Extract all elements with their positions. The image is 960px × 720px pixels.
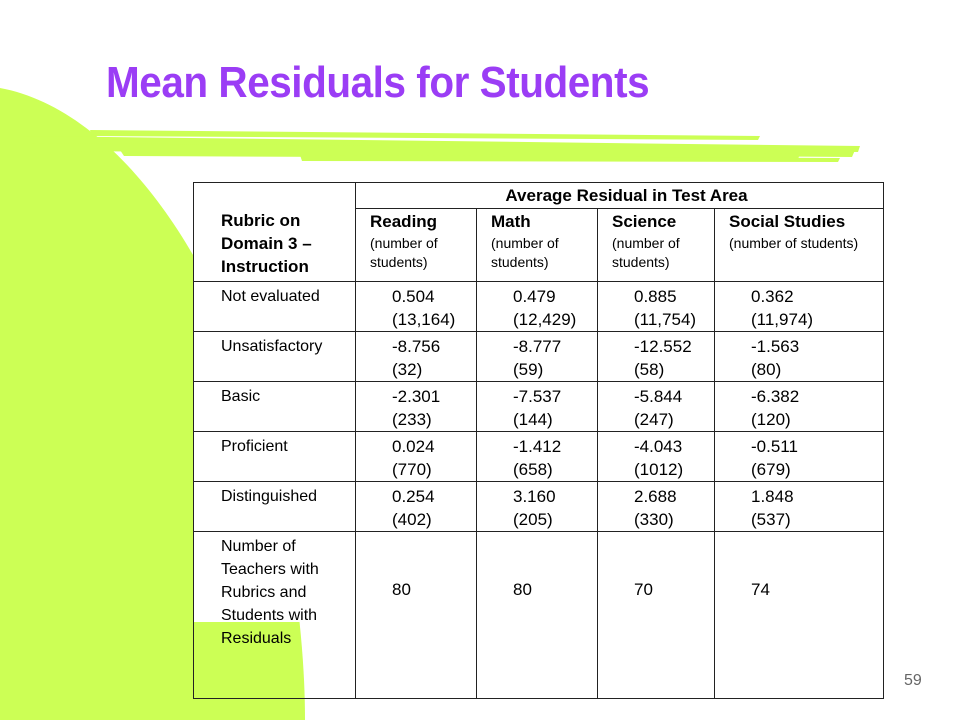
residuals-table-container bbox=[193, 182, 886, 647]
cell-value: -8.756 bbox=[392, 337, 441, 356]
column-header-row bbox=[194, 209, 884, 282]
cell-value: 0.254 bbox=[392, 487, 435, 506]
row-label: Basic bbox=[194, 382, 356, 432]
table-cell bbox=[715, 382, 884, 432]
table-cell bbox=[477, 332, 598, 382]
table-cell bbox=[598, 482, 715, 532]
cell-count: (770) bbox=[392, 460, 432, 479]
cell-count: (12,429) bbox=[513, 310, 577, 329]
column-name: Reading bbox=[370, 212, 438, 231]
column-subtitle: (number of students) bbox=[370, 235, 438, 270]
cell-count: (1012) bbox=[634, 460, 684, 479]
column-subtitle: (number of students) bbox=[612, 235, 680, 270]
table-cell bbox=[356, 382, 477, 432]
cell-value: 0.362 bbox=[751, 287, 794, 306]
column-header-social-studies bbox=[715, 209, 884, 282]
column-subtitle: (number of students) bbox=[729, 235, 859, 251]
table-cell: 80 bbox=[356, 532, 477, 699]
table-cell bbox=[477, 382, 598, 432]
cell-value: -6.382 bbox=[751, 387, 800, 406]
table-cell bbox=[598, 382, 715, 432]
column-header-math bbox=[477, 209, 598, 282]
table-row-proficient bbox=[194, 432, 884, 482]
table-cell bbox=[598, 332, 715, 382]
group-header-row bbox=[194, 183, 884, 209]
cell-value: -8.777 bbox=[513, 337, 562, 356]
row-label: Distinguished bbox=[194, 482, 356, 532]
row-label: Number of Teachers with Rubrics and Students with Residuals bbox=[194, 532, 356, 699]
table-cell bbox=[715, 482, 884, 532]
table-cell bbox=[715, 432, 884, 482]
column-header-reading bbox=[356, 209, 477, 282]
cell-value: -7.537 bbox=[513, 387, 562, 406]
cell-count: (330) bbox=[634, 510, 674, 529]
cell-count: (11,754) bbox=[634, 310, 697, 329]
cell-count: (120) bbox=[751, 410, 791, 429]
rubric-header: Rubric on Domain 3 – Instruction bbox=[194, 209, 356, 282]
cell-count: (233) bbox=[392, 410, 432, 429]
table-row-unsatisfactory bbox=[194, 332, 884, 382]
cell-value: 1.848 bbox=[751, 487, 794, 506]
row-label: Not evaluated bbox=[194, 282, 356, 332]
table-cell bbox=[598, 282, 715, 332]
cell-value: 3.160 bbox=[513, 487, 556, 506]
column-name: Math bbox=[491, 212, 531, 231]
table-row-teacher-counts bbox=[194, 532, 884, 699]
cell-value: -0.511 bbox=[751, 437, 798, 456]
cell-count: (247) bbox=[634, 410, 674, 429]
column-name: Social Studies bbox=[729, 212, 846, 231]
cell-count: (80) bbox=[751, 360, 782, 379]
table-cell bbox=[356, 482, 477, 532]
table-row-not-evaluated bbox=[194, 282, 884, 332]
cell-count: (402) bbox=[392, 510, 432, 529]
table-cell bbox=[477, 282, 598, 332]
column-name: Science bbox=[612, 212, 677, 231]
table-cell bbox=[356, 282, 477, 332]
table-cell bbox=[715, 332, 884, 382]
table-cell: 70 bbox=[598, 532, 715, 699]
residuals-table bbox=[193, 182, 884, 699]
cell-value: -4.043 bbox=[634, 437, 683, 456]
table-cell bbox=[356, 432, 477, 482]
cell-count: (32) bbox=[392, 360, 423, 379]
table-cell: 80 bbox=[477, 532, 598, 699]
cell-count: (537) bbox=[751, 510, 791, 529]
table-cell bbox=[477, 482, 598, 532]
table-cell bbox=[477, 432, 598, 482]
cell-value: -1.412 bbox=[513, 437, 562, 456]
cell-value: -2.301 bbox=[392, 387, 441, 406]
cell-count: (11,974) bbox=[751, 310, 814, 329]
cell-count: (205) bbox=[513, 510, 553, 529]
corner-cell bbox=[194, 183, 356, 209]
table-cell bbox=[598, 432, 715, 482]
cell-count: (679) bbox=[751, 460, 791, 479]
column-header-science bbox=[598, 209, 715, 282]
cell-value: 0.024 bbox=[392, 437, 435, 456]
cell-count: (658) bbox=[513, 460, 553, 479]
row-label: Unsatisfactory bbox=[194, 332, 356, 382]
slide-title: Mean Residuals for Students bbox=[106, 58, 650, 107]
cell-value: 2.688 bbox=[634, 487, 677, 506]
group-header: Average Residual in Test Area bbox=[356, 183, 884, 209]
cell-value: -12.552 bbox=[634, 337, 692, 356]
table-cell bbox=[715, 282, 884, 332]
table-cell: 74 bbox=[715, 532, 884, 699]
cell-count: (144) bbox=[513, 410, 553, 429]
cell-count: (13,164) bbox=[392, 310, 456, 329]
cell-value: -1.563 bbox=[751, 337, 800, 356]
table-cell bbox=[356, 332, 477, 382]
cell-value: -5.844 bbox=[634, 387, 683, 406]
brush-stroke-underline bbox=[22, 130, 860, 162]
page-number: 59 bbox=[904, 672, 922, 689]
table-row-distinguished bbox=[194, 482, 884, 532]
cell-value: 0.479 bbox=[513, 287, 556, 306]
row-label: Proficient bbox=[194, 432, 356, 482]
column-subtitle: (number of students) bbox=[491, 235, 559, 270]
cell-value: 0.504 bbox=[392, 287, 435, 306]
cell-count: (58) bbox=[634, 360, 665, 379]
cell-value: 0.885 bbox=[634, 287, 677, 306]
cell-count: (59) bbox=[513, 360, 544, 379]
table-row-basic bbox=[194, 382, 884, 432]
